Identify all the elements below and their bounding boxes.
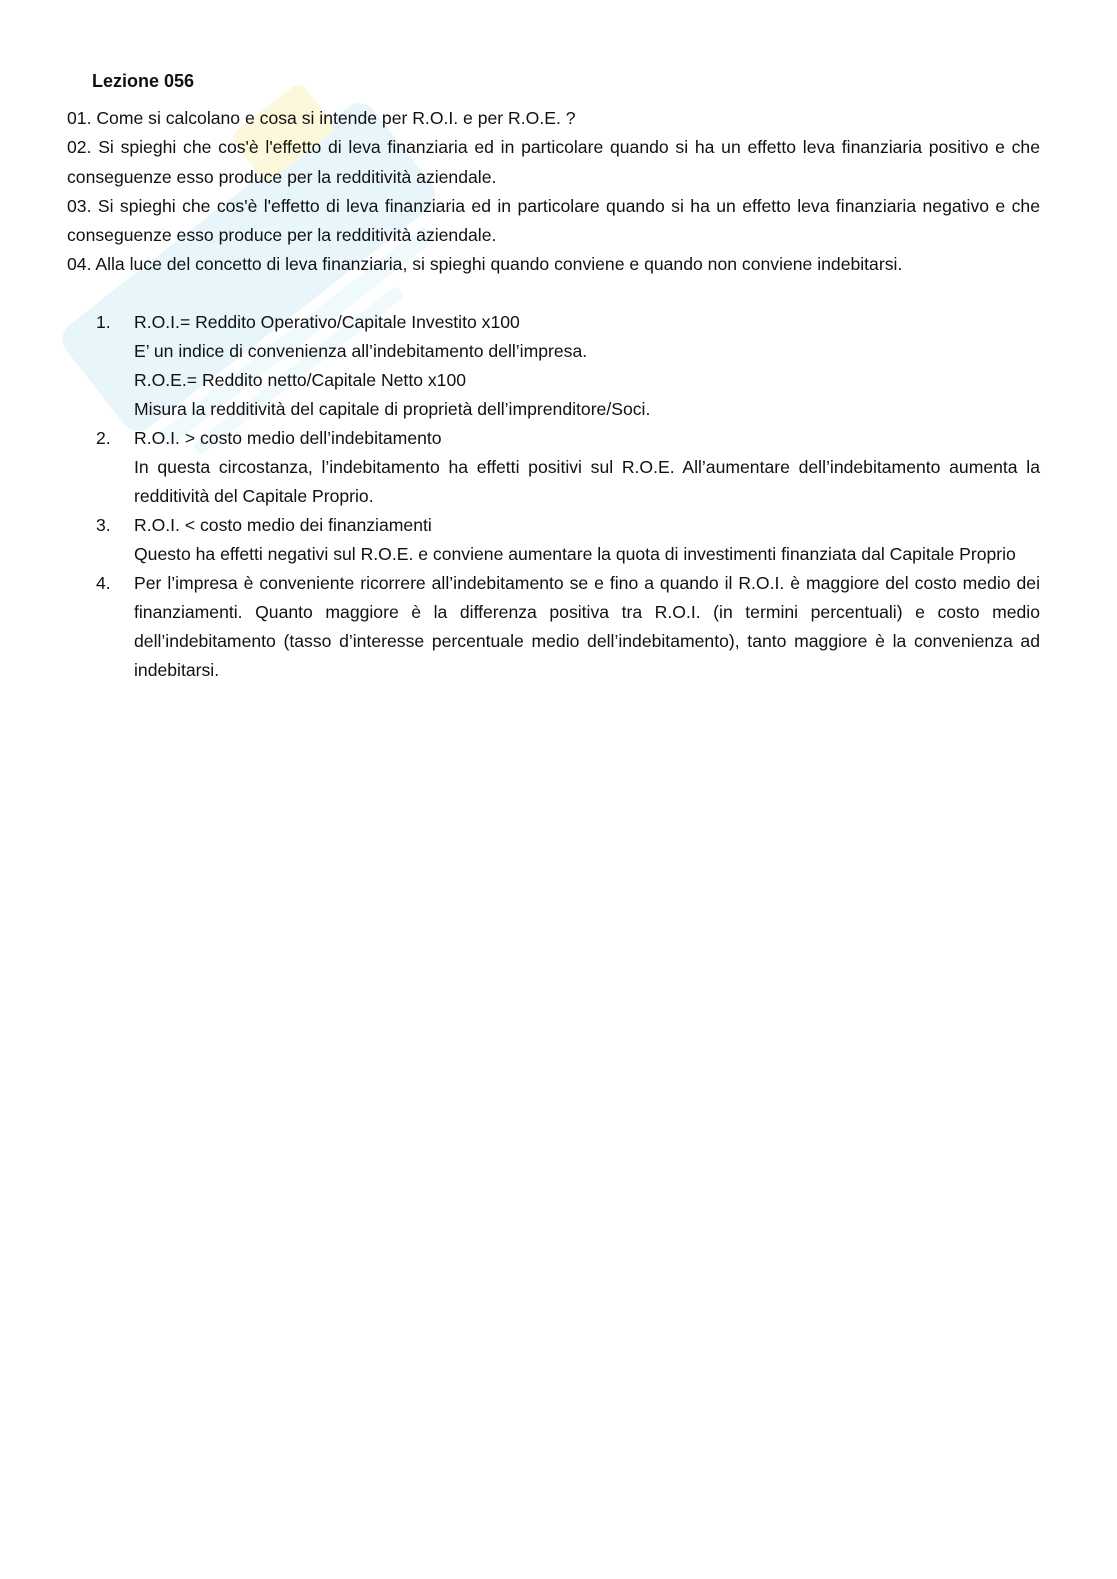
question-item: 02. Si spieghi che cos'è l'effetto di leva finanziaria ed in particolare quando si ha un effetto leva finanziaria positivo e che conseguenze esso produce per la redditività aziendale. (67, 137, 1040, 187)
answer-body (134, 424, 1040, 511)
answer-line: R.O.I. < costo medio dei finanziamenti (134, 515, 432, 535)
answer-line: Questo ha effetti negativi sul R.O.E. e conviene aumentare la quota di investimenti finanziata dal Capitale Proprio (134, 544, 1016, 564)
answer-line: In questa circostanza, l’indebitamento ha effetti positivi sul R.O.E. All’aumentare dell’indebitamento aumenta la redditività del Capitale Proprio. (134, 457, 1040, 506)
answer-number: 1. (96, 312, 111, 332)
answer-line: R.O.I.= Reddito Operativo/Capitale Investito x100 (134, 312, 520, 332)
question-item: 03. Si spieghi che cos'è l'effetto di leva finanziaria ed in particolare quando si ha un effetto leva finanziaria negativo e che conseguenze esso produce per la redditività aziendale. (67, 195, 1040, 246)
question-item: 04. Alla luce del concetto di leva finanziaria, si spieghi quando conviene e quando non conviene indebitarsi. (67, 254, 903, 275)
answer-body (134, 511, 1040, 569)
answer-item (96, 511, 1040, 569)
answer-body (134, 569, 1040, 685)
answer-number: 3. (96, 515, 111, 535)
answer-item (96, 424, 1040, 511)
answers-list (96, 308, 1040, 685)
answer-number: 2. (96, 428, 111, 448)
answer-line: R.O.I. > costo medio dell’indebitamento (134, 428, 442, 448)
lesson-title: Lezione 056 (92, 71, 195, 91)
answer-line: E’ un indice di convenienza all’indebitamento dell’impresa. (134, 341, 588, 361)
answer-line: Per l’impresa è conveniente ricorrere all’indebitamento se e fino a quando il R.O.I. è maggiore del costo medio dei finanziamenti. Quanto maggiore è la differenza positiva tra R.O.I. (in termini percentuali) e costo medio dell’indebitamento (tasso d’interesse percentuale medio dell’indebitamento), tanto maggiore è la convenienza ad indebitarsi. (134, 573, 1040, 680)
question-item: 01. Come si calcolano e cosa si intende per R.O.I. e per R.O.E. ? (67, 108, 576, 128)
answer-item (96, 569, 1040, 685)
answer-body (134, 308, 1040, 424)
answer-line: Misura la redditività del capitale di proprietà dell’imprenditore/Soci. (134, 399, 651, 419)
answer-line: R.O.E.= Reddito netto/Capitale Netto x100 (134, 370, 467, 390)
answer-item (96, 308, 1040, 424)
questions-list (67, 104, 1040, 280)
answer-number: 4. (96, 573, 111, 593)
